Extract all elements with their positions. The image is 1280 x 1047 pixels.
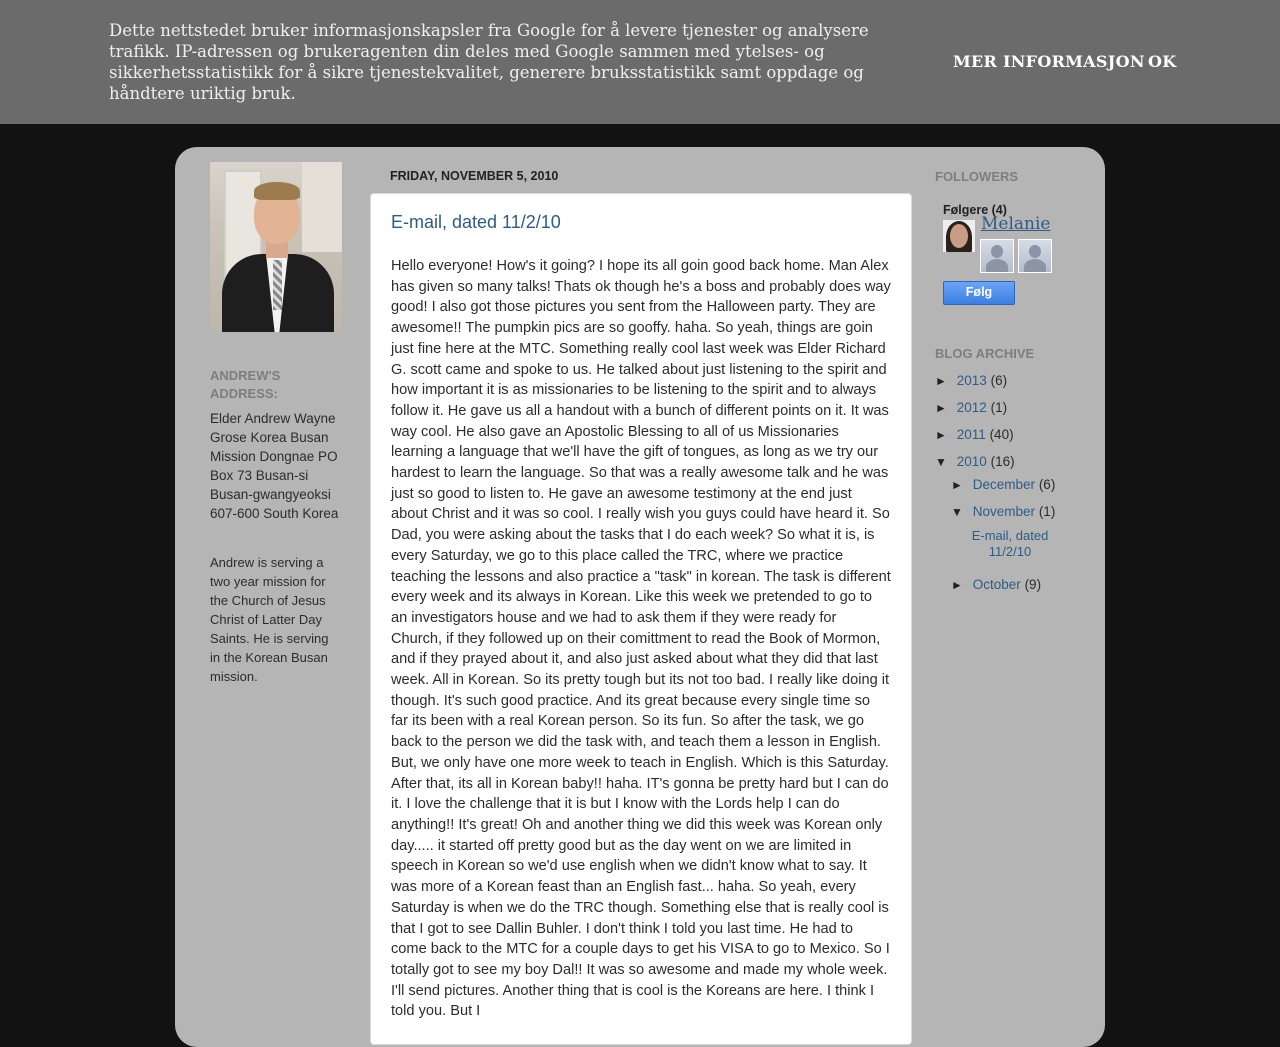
- follower-avatar[interactable]: [943, 220, 975, 252]
- post-date: FRIDAY, NOVEMBER 5, 2010: [390, 169, 559, 183]
- archive-month-december[interactable]: [951, 477, 1055, 492]
- archive-count: (16): [990, 454, 1015, 469]
- bio-text: Andrew is serving a two year mission for the Church of Jesus Christ of Latter Day Saints. He is serving in the Korean Busan mission.: [210, 555, 329, 684]
- post-body: Hello everyone! How's it going? I hope its all goin good back home. Man Alex has given so many talks! Thats ok though he's a boss and probably does way good! I also got those pictures you sent from the Halloween party. They are awesome!! The pumpkin pics are so gooffy. haha. So yeah, things are goin just fine here at the MTC. Something really cool last week was Elder Richard G. scott came and spoke to us. He talked about just listening to the spirit and how important it is as missionaries to be listening to the spirit and to always follow it. He gave us all a handout with a bunch of different points on it. It was way cool. He also gave an Apostolic Blessing to all of us Missionaries learning a language that we'll have the gift of tongues, as long as we try our hardest to learn the language. So that was a really awesome talk and he was just so good to listen to. He gave an awesome testimony at the end just about Christ and it was so cool. I really wish you guys could have heard it. So Dad, you were asking about the tasks that I do each week? So what it is, is every Saturday, we go to this place called the TRC, where we practice teaching the lessons and also practice a "task" in korean. The task is different every week and its always in Korean. Like this week we pretended to go to an investigators house and we had to ask them if they were ready for Church, if they followed up on their comittment to read the Book of Mormon, and if they prayed about it, and also just asked about what they did that last week. All in Korean. So its pretty tough but its not too bad. I really like doing it though. It's such good practice. And its great because every single time so far its been with a real Korean person. So its fun. So after the task, we go back to the person we did the task with, and teach them a lesson in English. But, we only have one more week to teach in English. Which is this Saturday. After that, its all in Korean baby!! haha. IT's gonna be pretty hard but I can do it. I love the challenge that it is but I know with the Lords help I can do anything!! It's great! Oh and another thing we did this week was Korean only day..... it started off pretty good but as the day went on we are limited in speech in Korean so we'd use english when we didn't know what to say. It was more of a Korean feast than an English fast... haha. So yeah, every Saturday is when we do the TRC though. Something else that is really cool is that I got to see Dallin Buhler. I don't think I told you last time. He had to come back to the MTC for a couple days to get his VISA to go to Mexico. So I totally got to see my boy Dal!! It was so awesome and made my whole week. I'll send pictures. Another thing that is cool is the Koreans are here. I think I told you. But I: [391, 258, 891, 1020]
- archive-link[interactable]: October: [972, 577, 1021, 592]
- archive-link[interactable]: 2012: [956, 400, 987, 415]
- followers-heading: FOLLOWERS: [935, 169, 1019, 184]
- archive-count: (1): [990, 400, 1008, 415]
- archive-year-2013[interactable]: [935, 373, 1007, 388]
- archive-count: (9): [1024, 577, 1042, 592]
- archive-link[interactable]: December: [972, 477, 1036, 492]
- ok-button[interactable]: OK: [1148, 52, 1177, 71]
- archive-month-november[interactable]: [951, 504, 1055, 519]
- expand-arrow-icon[interactable]: ►: [935, 401, 947, 415]
- archive-link[interactable]: 2011: [956, 427, 986, 442]
- blog-archive-heading: BLOG ARCHIVE: [935, 346, 1035, 361]
- expand-arrow-icon[interactable]: ►: [951, 478, 963, 492]
- address-heading: ANDREW'S ADDRESS:: [210, 368, 281, 401]
- expand-arrow-icon[interactable]: ►: [935, 374, 947, 388]
- collapse-arrow-icon[interactable]: ▼: [951, 505, 963, 519]
- archive-year-2012[interactable]: [935, 400, 1007, 415]
- archive-count: (40): [989, 427, 1014, 442]
- address-text: Elder Andrew Wayne Grose Korea Busan Mission Dongnae PO Box 73 Busan-si Busan-gwangyeoksi 607-600 South Korea: [210, 411, 339, 521]
- archive-count: (1): [1038, 504, 1056, 519]
- more-info-button[interactable]: MER INFORMASJON: [953, 52, 1145, 71]
- cookie-notice-text: Dette nettstedet bruker informasjonskapsler fra Google for å levere tjenester og analysere trafikk. IP-adressen og brukeragenten din deles med Google sammen med ytelses- og sikkerhetsstatistikk for å sikre tjenestekvalitet, generere bruksstatistikk samt oppdage og håndtere uriktig bruk.: [109, 21, 869, 103]
- archive-link[interactable]: 2010: [956, 454, 987, 469]
- archive-link[interactable]: 2013: [956, 373, 987, 388]
- archive-year-2010[interactable]: [935, 454, 1015, 469]
- archive-year-2011[interactable]: [935, 427, 1014, 442]
- archive-post-link[interactable]: E-mail, dated 11/2/10: [971, 528, 1049, 559]
- profile-photo[interactable]: [210, 162, 342, 332]
- expand-arrow-icon[interactable]: ►: [935, 428, 947, 442]
- archive-count: (6): [1038, 477, 1056, 492]
- follower-avatar[interactable]: [980, 239, 1014, 273]
- follower-name-link[interactable]: Melanie: [981, 214, 1051, 234]
- archive-count: (6): [990, 373, 1008, 388]
- follower-avatar[interactable]: [1018, 239, 1052, 273]
- collapse-arrow-icon[interactable]: ▼: [935, 455, 947, 469]
- expand-arrow-icon[interactable]: ►: [951, 578, 963, 592]
- archive-month-october[interactable]: [951, 577, 1041, 592]
- follow-button[interactable]: Følg: [943, 281, 1015, 305]
- cookie-banner: [0, 0, 1280, 124]
- post-title[interactable]: E-mail, dated 11/2/10: [391, 212, 561, 232]
- followers-count: Følgere (4): [943, 203, 1007, 217]
- archive-link[interactable]: November: [972, 504, 1036, 519]
